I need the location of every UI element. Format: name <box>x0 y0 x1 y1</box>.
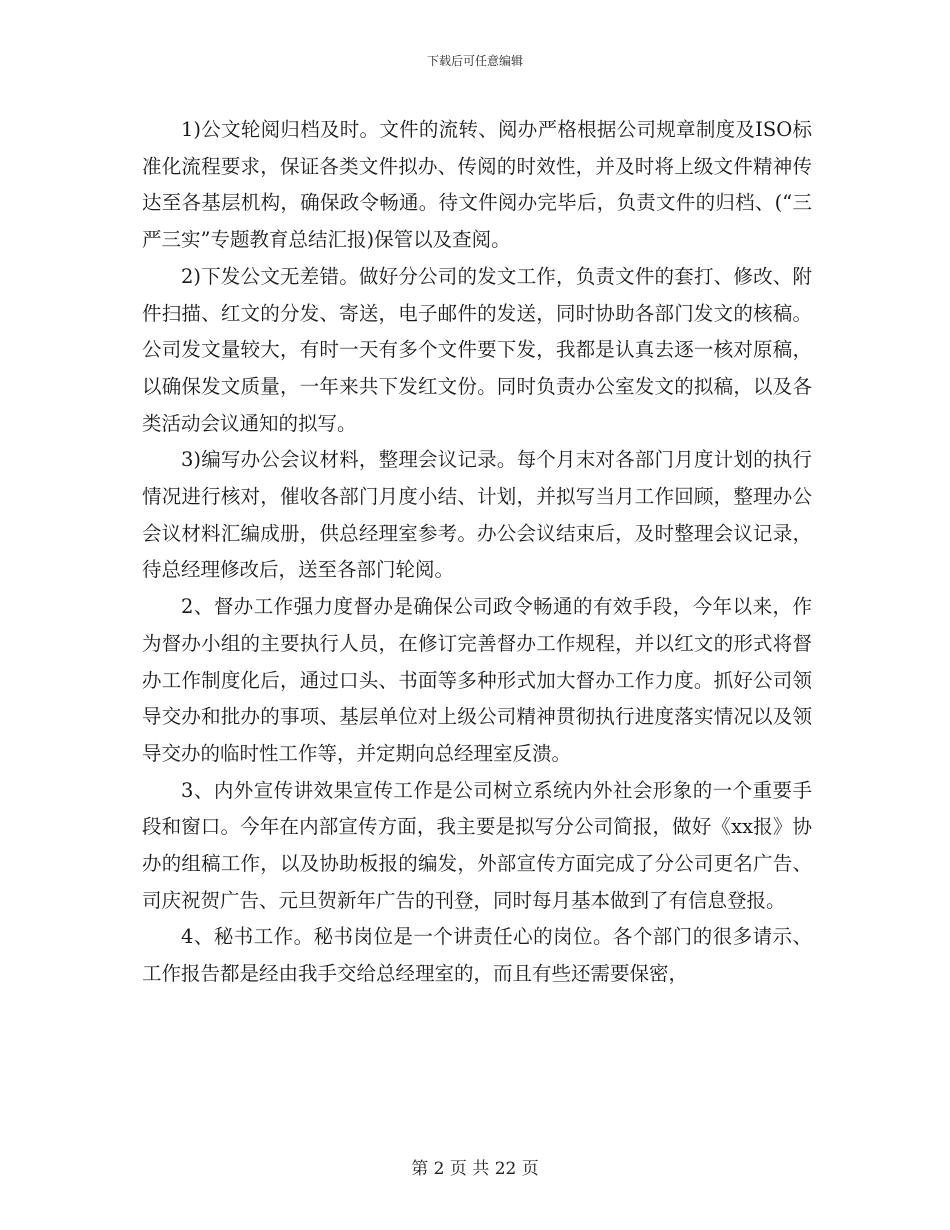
paragraph-4: 2、督办工作强力度督办是确保公司政令畅通的有效手段，今年以来，作为督办小组的主要执行人员，在修订完善督办工作规程，并以红文的形式将督办工作制度化后，通过口头、书面等多种形式加大督办工作力度。抓好公司领导交办和批办的事项、基层单位对上级公司精神贯彻执行进度落实情况以及领导交办的临时性工作等，并定期向总经理室反溃。 <box>142 595 812 765</box>
paragraph-1: 1)公文轮阅归档及时。文件的流转、阅办严格根据公司规章制度及ISO标准化流程要求，保证各类文件拟办、传阅的时效性，并及时将上级文件精神传达至各基层机构，确保政令畅通。待文件阅办完毕后，负责文件的归档、(“三严三实”专题教育总结汇报)保管以及查阅。 <box>142 118 812 252</box>
paragraph-6: 4、秘书工作。秘书岗位是一个讲责任心的岗位。各个部门的很多请示、工作报告都是经由我手交给总经理室的，而且有些还需要保密， <box>142 925 812 986</box>
page-footer: 第 2 页 共 22 页 <box>411 1159 539 1179</box>
paragraph-2: 2)下发公文无差错。做好分公司的发文工作，负责文件的套打、修改、附件扫描、红文的分发、寄送，电子邮件的发送，同时协助各部门发文的核稿。公司发文量较大，有时一天有多个文件要下发，我都是认真去逐一核对原稿，以确保发文质量，一年来共下发红文份。同时负责办公室发文的拟稿，以及各类活动会议通知的拟写。 <box>142 264 812 435</box>
paragraph-5: 3、内外宣传讲效果宣传工作是公司树立系统内外社会形象的一个重要手段和窗口。今年在内部宣传方面，我主要是拟写分公司简报，做好《xx报》协办的组稿工作，以及协助板报的编发，外部宣传方面完成了分公司更名广告、司庆祝贺广告、元旦贺新年广告的刊登，同时每月基本做到了有信息登报。 <box>142 778 812 912</box>
document-body <box>142 112 812 993</box>
paragraph-3: 3)编写办公会议材料，整理会议记录。每个月末对各部门月度计划的执行情况进行核对，催收各部门月度小结、计划，并拟写当月工作回顾，整理办公会议材料汇编成册，供总经理室参考。办公会议结束后，及时整理会议记录，待总经理修改后，送至各部门轮阅。 <box>142 448 812 582</box>
page-header: 下载后可任意编辑 <box>426 54 523 68</box>
